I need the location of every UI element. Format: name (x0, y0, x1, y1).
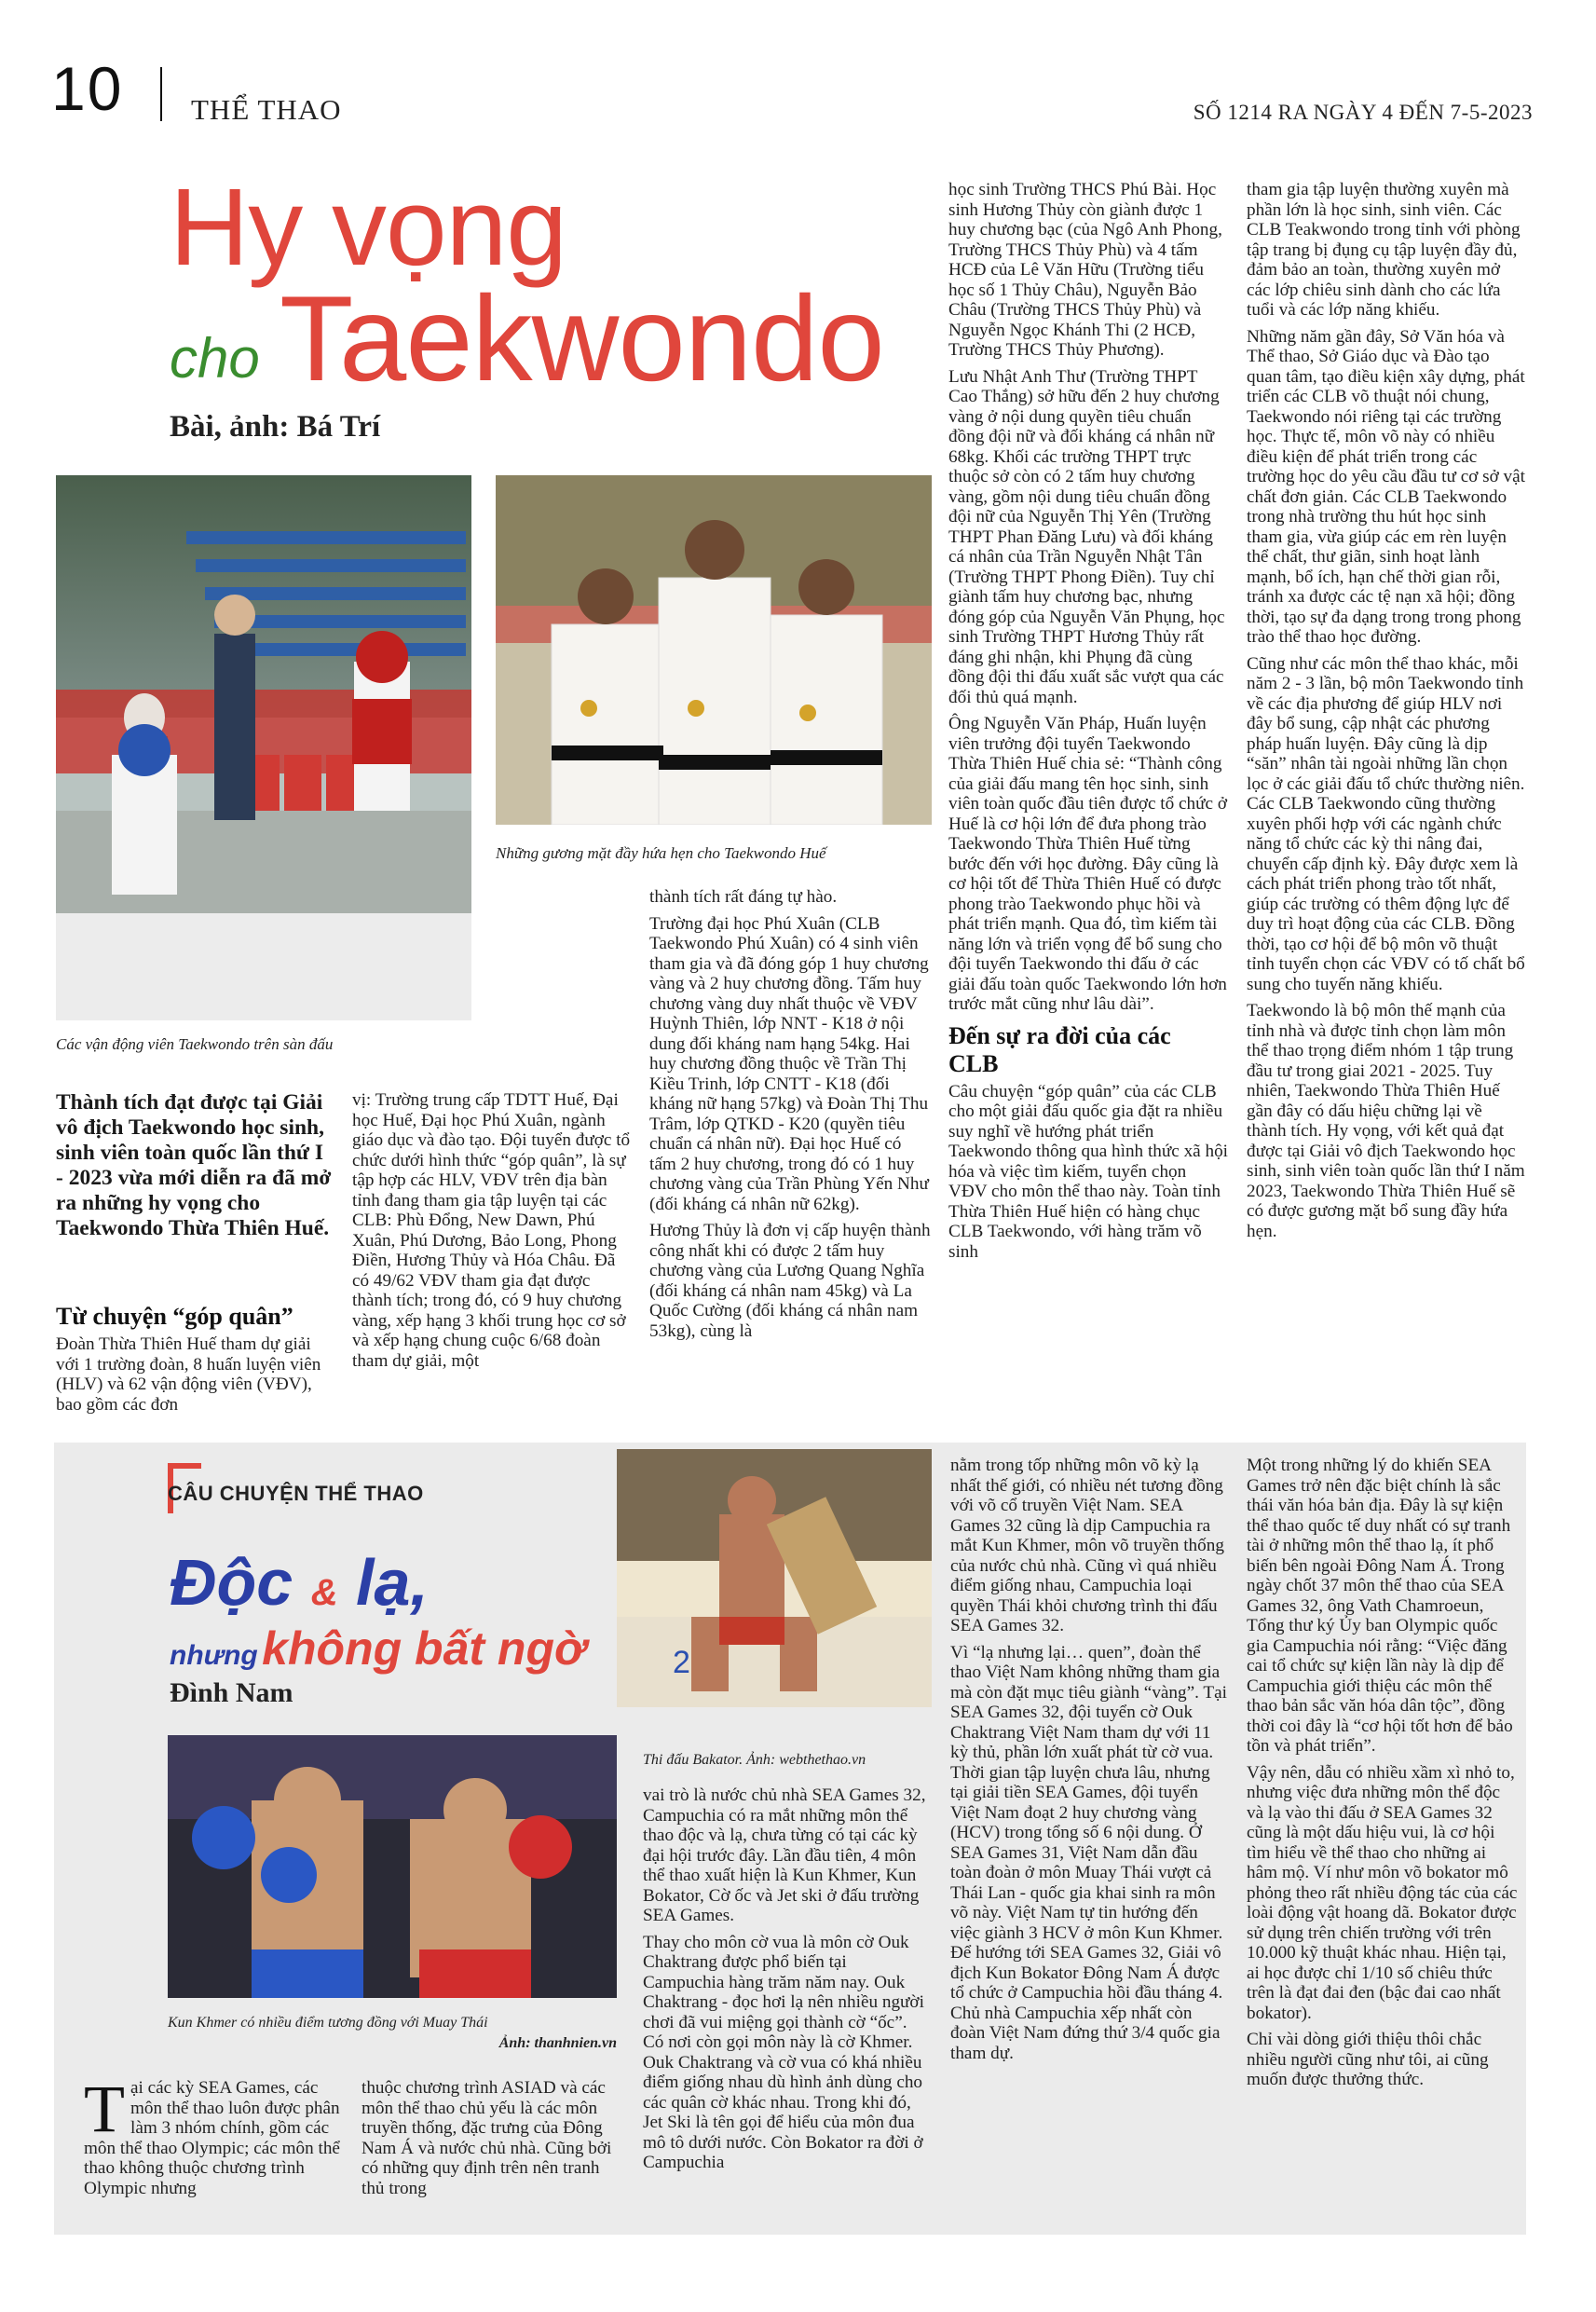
paragraph: Ông Nguyễn Văn Pháp, Huấn luyện viên trưởng đội tuyển Taekwondo Thừa Thiên Huế chia sẻ: “Thành công của giải đấu mang tên học sinh, sinh viên toàn quốc đầu tiên được tổ chức ở Huế là cơ hội lớn để đưa phong trào Taekwondo Thừa Thiên Huế từng bước đến với học đường. Đây cũng là cơ hội tốt để Thừa Thiên Huế có được phong trào Taekwondo phục hồi và phát triển mạnh. Qua đó, tìm kiếm tài năng lớn và triển vọng để bổ sung cho đội tuyển Taekwondo thi đấu ở các giải đấu toàn quốc Taekwondo lớn hơn trước mắt cũng như lâu dài”. (948, 714, 1227, 1014)
caption-text: Kun Khmer có nhiều điểm tương đồng với Muay Thái (168, 2015, 488, 2031)
photo-bokator (617, 1449, 932, 1707)
paragraph: Taekwondo là bộ môn thế mạnh của tỉnh nhà và được tỉnh chọn làm môn thể thao trọng điểm nhóm 1 tập trung đầu tư trong giai 2021 - 2025. Tuy nhiên, Taekwondo Thừa Thiên Huế gần đây có dấu hiệu chững lại về thành tích. Hy vọng, với kết quả đạt được tại Giải vô địch Taekwondo học sinh, sinh viên toàn quốc lần thứ I năm 2023, Taekwondo Thừa Thiên Huế sẽ có được gương mặt bổ sung đầy hứa hẹn. (1247, 1001, 1525, 1241)
paragraph: Vì “lạ nhưng lại… quen”, đoàn thể thao Việt Nam không những tham gia mà còn đặt mục tiêu giành “vàng”. Tại SEA Games 32, đội tuyển cờ Ouk Chaktrang Việt Nam tham dự với 11 kỳ thủ, phần lớn xuất phát từ cờ vua. Thời gian tập luyện chưa lâu, nhưng tại giải tiền SEA Games, đội tuyển Việt Nam đoạt 2 huy chương vàng (HCV) trong tổng số 6 nội dung. Ở SEA Games 31, Việt Nam dẫn đầu toàn đoàn ở môn Muay Thái vượt cả Thái Lan - quốc gia khai sinh ra môn võ này. Việt Nam tự tin hướng đến việc giành 3 HCV ở môn Kun Khmer. Để hướng tới SEA Games 32, Giải vô địch Kun Bokator Đông Nam Á được tổ chức ở Campuchia hồi đầu tháng 4. Chủ nhà Campuchia xếp nhất còn đoàn Việt Nam đứng thứ 3/4 quốc gia tham dự. (950, 1642, 1227, 2063)
paragraph: vị: Trường trung cấp TDTT Huế, Đại học Huế, Đại học Phú Xuân, ngành giáo dục và đào tạo. Đội tuyển được tổ chức dưới hình thức “góp quân”, là sự tập hợp các HLV, VĐV trên địa bàn tỉnh đang tham gia tập luyện tại các CLB: Phù Đổng, New Dawn, Phú Xuân, Phú Dương, Bảo Long, Phong Điền, Hương Thủy và Hóa Châu. Đã có 49/62 VĐV tham gia đạt được thành tích; trong đó, có 9 huy chương vàng, xếp hạng 3 khối trung học cơ sở và xếp hạng chung cuộc 6/68 đoàn tham dự giải, một (352, 1090, 631, 1371)
section-title: THỂ THAO (191, 93, 342, 126)
story-column-b (361, 2078, 618, 2205)
paragraph: Hương Thủy là đơn vị cấp huyện thành công nhất khi có được 2 tấm huy chương vàng của Lương Quang Nghĩa (đối kháng cá nhân nam 45kg) và La Quốc Cường (đối kháng cá nhân nam 53kg), cùng là (649, 1221, 931, 1341)
photo-kun-khmer-caption (168, 2013, 617, 2054)
title-amp: & (310, 1572, 338, 1613)
photo-kun-khmer (168, 1735, 617, 1998)
article-title-line2: Taekwondo (280, 270, 884, 406)
article-title-cho: cho (170, 327, 260, 390)
paragraph: học sinh Trường THCS Phú Bài. Học sinh Hương Thủy còn giành được 1 huy chương bạc (của Ngô Anh Phong, Trường THCS Thủy Phù) và 4 tấm HCĐ của Lê Văn Hữu (Trường tiểu học số 1 Thủy Châu), Nguyễn Bảo Châu (Trường THCS Thủy Phù) và Nguyễn Ngọc Khánh Thi (2 HCĐ, Trường THCS Thủy Phương). (948, 180, 1222, 360)
paragraph: vai trò là nước chủ nhà SEA Games 32, Campuchia có ra mắt những môn thể thao độc và lạ, chưa từng có tại các kỳ đại hội trước đây. Lần đầu tiên, 4 môn thể thao xuất hiện là Kun Khmer, Kun Bokator, Cờ ốc và Jet ski ở đấu trường SEA Games. (643, 1785, 926, 1925)
paragraph: tham gia tập luyện thường xuyên mà phần lớn là học sinh, sinh viên. Các CLB Teakwondo trong tỉnh với phòng tập trang bị đụng cụ tập luyện đầy đủ, đảm bảo an toàn, thường xuyên mở các lớp chiêu sinh dành cho các lứa tuổi và các lớp năng khiếu. (1247, 180, 1521, 320)
svg-text:2: 2 (673, 1645, 690, 1680)
article-title-line1: Hy vọng (170, 166, 566, 289)
paragraph: Một trong những lý do khiến SEA Games trở nên đặc biệt chính là sắc thái văn hóa bản địa. Đây là sự kiện thể thao quốc tế duy nhất có sự tranh tài ở những môn thể thao lạ, ít phổ biến bên ngoài Đông Nam Á. Trong ngày chốt 37 môn thể thao của SEA Games 32, ông Vath Chamroeun, Tổng thư ký Ủy ban Olympic quốc gia Campuchia nói rằng: “Việc đăng cai tổ chức sự kiện lần này là dịp để Campuchia giới thiệu các môn thể thao bản sắc văn hóa dân tộc”, đồng thời coi đây là “cơ hội tốt hơn để bảo tồn và phát triển”. (1247, 1456, 1513, 1756)
story-byline: Đình Nam (170, 1677, 293, 1708)
column-4 (948, 180, 1228, 1268)
paragraph: Đoàn Thừa Thiên Huế tham dự giải với 1 trường đoàn, 8 huấn luyện viên (HLV) và 62 vận động viên (VĐV), bao gồm các đơn (56, 1334, 321, 1415)
subheading-clb: Đến sự ra đời của các CLB (948, 1021, 1171, 1077)
title-la: lạ, (356, 1546, 429, 1619)
paragraph: thành tích rất đáng tự hào. (649, 887, 838, 907)
issue-line: SỐ 1214 RA NGÀY 4 ĐẾN 7-5-2023 (1193, 101, 1533, 124)
paragraph (84, 2072, 345, 2198)
title-doc: Độc (170, 1546, 293, 1619)
column-5 (1247, 180, 1526, 1248)
paragraph: Trường đại học Phú Xuân (CLB Taekwondo Phú Xuân) có 4 sinh viên tham gia và đã đóng góp 1 huy chương vàng và 2 huy chương đồng. Tấm huy chương vàng duy nhất thuộc về VĐV Huỳnh Thiên, lớp NNT - K18 ở nội dung đối kháng nam hạng 54kg. Hai huy chương đồng thuộc về Trần Thị Kiều Trinh, lớp CNTT - K18 (đối kháng nữ hạng 57kg) và Đoàn Thị Thu Trâm, lớp QTKD - K20 (quyền tiêu chuẩn cá nhân nữ). Đại học Huế có tấm 2 huy chương, trong đó có 1 huy chương vàng của Trần Phùng Yến Như (đối kháng cá nhân nữ 62kg). (649, 913, 929, 1214)
story-title-line1 (170, 1547, 429, 1628)
title-khong-bat-ngo: không bất ngờ (262, 1622, 586, 1675)
paragraph: Cũng như các môn thể thao khác, mỗi năm 2 - 3 lần, bộ môn Taekwondo tỉnh về các địa phương để giúp HLV nơi đây bổ sung, cập nhật các phương pháp huấn luyện. Đây cũng là dịp “săn” nhân tài ngoài những lần chọn lọc ở các giải đấu tổ chức thường niên. Các CLB Taekwondo cũng thường xuyên phối hợp với các ngành chức năng tổ chức các kỳ thi nâng đai, chuyển cấp định kỳ. Đây được xem là cách phát triển phong trào tốt nhất, giúp các trường có thêm động lực để duy trì hoạt động của các CLB. Đồng thời, tạo cơ hội để bộ môn võ thuật tỉnh tuyển chọn các VĐV có tố chất bổ sung cho tuyến năng khiếu. (1247, 653, 1525, 994)
story-column-a (84, 2072, 345, 2205)
paragraph: Chỉ vài dòng giới thiệu thôi chắc nhiều người cũng như tôi, ai cũng muốn được thưởng thức. (1247, 2030, 1489, 2089)
photo-medalists-caption: Những gương mặt đầy hứa hẹn cho Taekwondo Huế (496, 844, 826, 862)
story-column-c (643, 1785, 927, 2180)
paragraph: Câu chuyện “góp quân” của các CLB cho một giải đấu quốc gia đặt ra nhiều suy nghĩ về hướng phát triển Taekwondo thông qua hình thức xã hội hóa và việc tìm kiếm, tuyển chọn VĐV cho môn thể thao này. Toàn tỉnh Thừa Thiên Huế hiện có hàng chục CLB Taekwondo, với hàng trăm võ sinh (948, 1081, 1229, 1262)
story-title-line2 (170, 1621, 586, 1676)
header-divider (160, 67, 162, 121)
page-number: 10 (51, 54, 124, 123)
column-2 (352, 1090, 632, 1377)
column-3 (649, 887, 932, 1348)
caption-source: Ảnh: thanhnien.vn (498, 2035, 617, 2051)
column-1 (56, 1295, 335, 1421)
paragraph: Lưu Nhật Anh Thư (Trường THPT Cao Thắng) sở hữu đến 2 huy chương vàng ở nội dung quyền tiêu chuẩn đồng đội nữ và đối kháng cá nhân nữ 68kg. Khối các trường THPT trực thuộc sở còn có 2 tấm huy chương vàng, gồm nội dung tiêu chuẩn đồng đội nữ của Nguyễn Thị Yên (Trường THPT Phan Đăng Lưu) và đối kháng cá nhân của Trần Nguyễn Nhật Tân (Trường THPT Phong Điền). Tuy chỉ giành tấm huy chương bạc, nhưng đóng góp của Nguyễn Văn Phụng, học sinh Trường THPT Hương Thủy rất đáng ghi nhận, khi Phụng đã cùng đồng đội thi đấu xuất sắc vượt qua các đối thủ quá mạnh. (948, 366, 1225, 707)
subheading-gop-quan: Từ chuyện “góp quân” (56, 1303, 293, 1330)
title-nhung: nhưng (170, 1640, 258, 1671)
photo-sparring (56, 475, 471, 1020)
story-column-e (1247, 1456, 1519, 2097)
drop-cap: T (84, 2072, 125, 2146)
photo-bokator-caption: Thi đấu Bakator. Ảnh: webthethao.vn (643, 1752, 866, 1768)
byline: Bài, ảnh: Bá Trí (170, 410, 381, 444)
paragraph: thuộc chương trình ASIAD và các môn thể thao chủ yếu là các môn truyền thống, đặc trưng của Đông Nam Á và nước chủ nhà. Cũng bởi có những quy định trên nên tranh thủ trong (361, 2078, 612, 2198)
paragraph: nằm trong tốp những môn võ kỳ lạ nhất thế giới, có nhiều nét tương đồng với võ cổ truyền Việt Nam. SEA Games 32 cũng là dịp Campuchia ra mắt Kun Khmer, môn võ truyền thống của nước chủ nhà. Cũng vì quá nhiều điểm giống nhau, Campuchia loại quyền Thái khỏi chương trình thi đấu SEA Games 32. (950, 1456, 1224, 1635)
paragraph-text: ại các kỳ SEA Games, các môn thể thao luôn được phân làm 3 nhóm chính, gồm các môn thể thao Olympic; các môn thể thao không thuộc chương trình Olympic nhưng (84, 2078, 340, 2198)
story-section-label: CÂU CHUYỆN THỂ THAO (168, 1482, 424, 1505)
paragraph: Những năm gần đây, Sở Văn hóa và Thể thao, Sở Giáo dục và Đào tạo quan tâm, tạo điều kiện xây dựng, phát triển các CLB võ thuật nói chung, Taekwondo nói riêng tại các trường học. Thực tế, môn võ này có nhiều điều kiện để phát triển trong các trường học do yêu cầu đầu tư cơ sở vật chất đơn giản. Các CLB Taekwondo trong nhà trường thu hút học sinh tham gia, vừa giúp các em rèn luyện thể chất, thư giãn, sinh hoạt lành mạnh, bổ ích, hạn chế thời gian rỗi, tránh xa được các tệ nạn xã hội; đồng thời, tạo sự đa dạng trong trong phong trào thể thao học đường. (1247, 326, 1525, 647)
story-column-d (950, 1456, 1230, 2070)
photo-medalists (496, 475, 932, 825)
paragraph: Vậy nên, dẫu có nhiều xầm xì nhỏ to, nhưng việc đưa những môn thể độc và lạ vào thi đấu ở SEA Games 32 cũng là một dấu hiệu vui, là cơ hội tìm hiểu về thể thao cho những ai hâm mộ. Ví như môn võ bokator mô phỏng theo rất nhiều động tác của các loài động vật hoang dã. Bokator được sử dụng trên chiến trường với trên 10.000 kỹ thuật khác nhau. Hiện tại, ai học được chỉ 1/10 số chiêu thức trên là đạt đai đen (bậc đai cao nhất bokator). (1247, 1762, 1518, 2023)
paragraph: Thay cho môn cờ vua là môn cờ Ouk Chaktrang được phổ biến tại Campuchia hàng trăm năm nay. Ouk Chaktrang - đọc hơi lạ nên nhiều người chơi đã vui miệng gọi thành cờ “ốc”. Có nơi còn gọi môn này là cờ Khmer. Ouk Chaktrang và cờ vua có khá nhiều điểm giống nhau dù hình ảnh dùng cho các quân cờ khác nhau. Trong khi đó, Jet Ski là tên gọi để hiểu của môn đua mô tô dưới nước. Còn Bokator ra đời ở Campuchia (643, 1932, 924, 2172)
article-lead: Thành tích đạt được tại Giải vô địch Taekwondo học sinh, sinh viên toàn quốc lần thứ I - 2023 vừa mới diễn ra đã mở ra những hy vọng cho Taekwondo Thừa Thiên Huế. (56, 1090, 332, 1240)
photo-sparring-caption: Các vận động viên Taekwondo trên sàn đấu (56, 1035, 334, 1053)
